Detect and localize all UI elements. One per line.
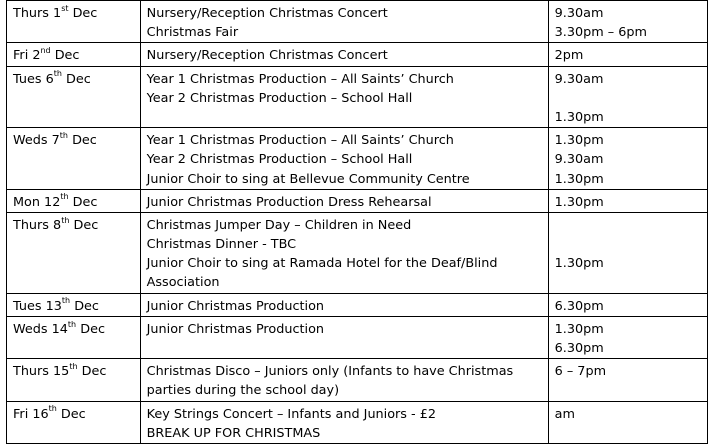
- date-month: Dec: [66, 71, 91, 87]
- date-day: Thurs 15: [13, 364, 70, 380]
- time-text: 6.30pm: [554, 298, 604, 314]
- date-month: Dec: [73, 217, 99, 233]
- event-cell: [140, 128, 548, 190]
- date-ordinal-suffix: th: [69, 361, 78, 371]
- date-month: Dec: [72, 133, 97, 149]
- date-ordinal-suffix: th: [60, 192, 69, 202]
- time-text: [555, 381, 707, 400]
- event-text: Christmas Dinner - TBC: [146, 237, 297, 253]
- date-month: Dec: [60, 406, 86, 422]
- date-ordinal-suffix: nd: [40, 46, 51, 56]
- time-text: [555, 235, 707, 254]
- time-text: 6.30pm: [554, 341, 604, 357]
- date-cell: [7, 128, 141, 190]
- event-text: Christmas Disco – Juniors only (Infants to have Christmas: [146, 364, 514, 380]
- date-day: Thurs 1: [13, 6, 62, 21]
- date-ordinal-suffix: th: [48, 404, 57, 414]
- time-text: [555, 273, 707, 292]
- date-ordinal-suffix: st: [61, 3, 69, 13]
- table-row: [7, 316, 708, 358]
- time-text: 1.30pm: [554, 133, 604, 149]
- date-day: Fri 16: [13, 406, 49, 422]
- time-text: 2pm: [554, 48, 584, 64]
- date-day: Fri 2: [13, 48, 41, 64]
- date-cell: [7, 212, 141, 293]
- table-row: [7, 128, 708, 190]
- event-text: Key Strings Concert – Infants and Juniors - £2: [146, 406, 437, 422]
- event-text: [147, 108, 548, 127]
- date-ordinal-suffix: th: [61, 215, 70, 225]
- date-ordinal-suffix: th: [61, 296, 71, 306]
- date-day: Mon 12: [13, 194, 61, 210]
- date-cell: [7, 1, 141, 43]
- date-day: Tues 6: [13, 71, 54, 87]
- date-cell: [7, 66, 141, 128]
- time-text: 6 – 7pm: [554, 364, 607, 380]
- time-text: 3.30pm – 6pm: [554, 25, 647, 41]
- date-month: Dec: [74, 298, 99, 314]
- event-text: Year 2 Christmas Production – School Hall: [146, 152, 413, 168]
- time-cell: [548, 316, 707, 358]
- date-ordinal-suffix: th: [67, 319, 77, 329]
- time-cell: [548, 293, 707, 316]
- event-text: Year 2 Christmas Production – School Hall: [146, 90, 413, 106]
- event-text: BREAK UP FOR CHRISTMAS: [146, 425, 321, 441]
- event-text: [147, 339, 548, 358]
- event-text: Association: [146, 275, 220, 291]
- event-cell: [140, 316, 548, 358]
- date-month: Dec: [72, 194, 98, 210]
- date-cell: [7, 359, 141, 401]
- time-text: [555, 216, 707, 235]
- table-row: [7, 293, 708, 316]
- event-text: Christmas Jumper Day – Children in Need: [146, 217, 412, 233]
- date-month: Dec: [80, 321, 105, 337]
- date-month: Dec: [54, 48, 80, 64]
- date-ordinal-suffix: th: [53, 69, 62, 79]
- event-cell: [140, 189, 548, 212]
- date-cell: [7, 189, 141, 212]
- event-cell: [140, 212, 548, 293]
- time-cell: [548, 128, 707, 190]
- event-cell: [140, 401, 548, 443]
- event-text: Year 1 Christmas Production – All Saints’ Church: [146, 71, 454, 87]
- event-cell: [140, 293, 548, 316]
- time-cell: [548, 401, 707, 443]
- time-cell: [548, 359, 707, 401]
- table-row: [7, 359, 708, 401]
- time-text: 9.30am: [554, 152, 604, 168]
- table-row: [7, 401, 708, 443]
- date-cell: [7, 316, 141, 358]
- date-day: Weds 14: [13, 321, 68, 337]
- time-text: 1.30pm: [554, 109, 604, 125]
- event-text: parties during the school day): [146, 383, 340, 399]
- date-ordinal-suffix: th: [59, 130, 68, 140]
- date-day: Thurs 8: [13, 217, 62, 233]
- event-cell: [140, 43, 548, 66]
- event-text: Junior Christmas Production Dress Rehearsal: [146, 194, 432, 210]
- event-text: Year 1 Christmas Production – All Saints’ Church: [146, 133, 454, 149]
- event-text: Christmas Fair: [146, 25, 239, 41]
- time-text: 1.30pm: [554, 256, 604, 272]
- table-row: [7, 66, 708, 128]
- time-text: 1.30pm: [554, 171, 604, 187]
- table-row: [7, 43, 708, 66]
- date-month: Dec: [81, 364, 107, 380]
- event-text: Junior Christmas Production: [146, 321, 325, 337]
- time-cell: [548, 189, 707, 212]
- event-text: Nursery/Reception Christmas Concert: [146, 48, 388, 64]
- time-text: [555, 424, 707, 443]
- christmas-events-table: [6, 0, 708, 444]
- date-cell: [7, 401, 141, 443]
- table-body: [7, 1, 708, 444]
- time-cell: [548, 43, 707, 66]
- date-day: Weds 7: [13, 133, 60, 149]
- time-text: 1.30pm: [554, 194, 604, 210]
- time-text: am: [554, 406, 575, 422]
- date-month: Dec: [72, 6, 98, 21]
- table-row: [7, 1, 708, 43]
- time-text: 9.30am: [554, 71, 604, 87]
- date-day: Tues 13: [13, 298, 62, 314]
- table-row: [7, 212, 708, 293]
- time-cell: [548, 66, 707, 128]
- time-text: 1.30pm: [554, 321, 604, 337]
- date-cell: [7, 293, 141, 316]
- event-text: Junior Choir to sing at Bellevue Community Centre: [146, 171, 470, 187]
- event-cell: [140, 1, 548, 43]
- event-text: Nursery/Reception Christmas Concert: [146, 6, 388, 21]
- date-cell: [7, 43, 141, 66]
- table-row: [7, 189, 708, 212]
- event-text: Junior Christmas Production: [146, 298, 325, 314]
- time-cell: [548, 212, 707, 293]
- event-text: Junior Choir to sing at Ramada Hotel for the Deaf/Blind: [146, 256, 498, 272]
- time-cell: [548, 1, 707, 43]
- event-cell: [140, 66, 548, 128]
- time-text: [555, 89, 707, 108]
- event-cell: [140, 359, 548, 401]
- time-text: 9.30am: [554, 6, 604, 21]
